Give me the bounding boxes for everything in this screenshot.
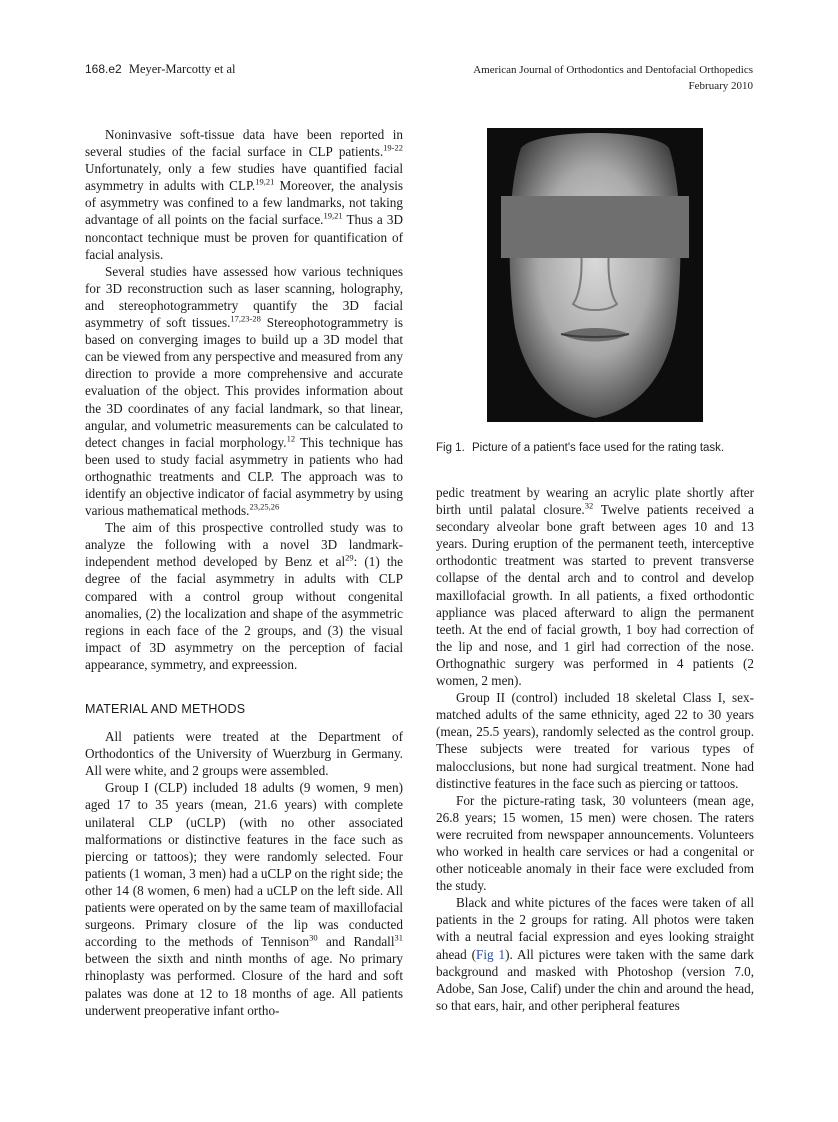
- paragraph: Noninvasive soft-tissue data have been reported in several studies of the facial surface in CLP patients.$^{19-22}$ Unfortunately, only a few studies have quantified facial asymmetry in adults with CLP.$^{19,21}$ Moreover, the analysis of asymmetry was confined to a few landmarks, not taking advantage of all points on the facial surface.$^{19,21}$ Thus a 3D noncontact technique must be proven for quantification of facial analysis.: [85, 127, 404, 262]
- paragraph: Group II (control) included 18 skeletal Class I, sex-matched adults of the same ethnicity, aged 22 to 30 years (mean, 25.5 years), randomly selected as the control group. These subjects were treated for various types of malocclusions, but none had surgical treatment. None had distinctive features in the face such as piercing or tattoos.: [436, 690, 754, 791]
- left-column: [85, 126, 403, 1019]
- page-number: 168.e2: [85, 62, 122, 76]
- eye-mask-bar: [501, 196, 689, 258]
- figure-face-photo: [487, 128, 703, 422]
- running-authors: Meyer-Marcotty et al: [128, 62, 236, 76]
- face-photo-image: [487, 128, 703, 422]
- running-header-left: [85, 62, 235, 77]
- figure-label: Fig 1.: [436, 442, 465, 454]
- section-heading: MATERIAL AND METHODS: [85, 702, 246, 716]
- right-column: [436, 484, 754, 1014]
- paragraph: pedic treatment by wearing an acrylic plate shortly after birth until palatal closure.$^{32}$ Twelve patients received a secondary alveolar bone graft between ages 10 and 13 years. During eruption of the permanent teeth, interceptive orthodontic treatment was started to prevent transverse collapse of the dental arch and to control and develop maxillofacial growth. In all patients, a fixed orthodontic appliance was placed afterward to align the permanent teeth. At the end of facial growth, 1 boy had correction of the lip and nose, and 1 girl had correction of the nose. Orthognathic surgery was performed in 4 patients (2 women, 2 men).: [436, 485, 754, 689]
- figure-caption: [436, 442, 756, 454]
- figure-reference-link[interactable]: Fig 1: [476, 946, 506, 962]
- figure-caption-text: Picture of a patient's face used for the rating task.: [471, 442, 725, 454]
- paragraph: The aim of this prospective controlled study was to analyze the following with a novel 3D landmark-independent method developed by Benz et $al^{29}$: (1) the degree of the facial asymmetry in adults with CLP compared with a control group without congenital anomalies, (2) the localization and shape of the asymmetric regions in each face of the 2 groups, and (3) the visual impact of 3D asymmetry on the perception of facial appearance, symmetry, and expreession.: [85, 520, 403, 672]
- paragraph: Several studies have assessed how various techniques for 3D reconstruction such as laser scanning, holography, and stereophotogrammetry quantify the 3D facial asymmetry of soft tissues.$^{17,23-28}$ Stereophotogrammetry is based on converging images to build up a 3D model that can be viewed from any perspective and measured from any direction to provide a more comprehensive and accurate evaluation of the object. This provides information about the 3D coordinates of any facial landmark, so that linear, angular, and volumetric measurements can be calculated to detect changes in facial morphology.$^{12}$ This technique has been used to study facial asymmetry in patients who had orthognathic treatments and CLP. The approach was to identify an objective indicator of facial asymmetry by using various mathematical methods.$^{23,25,26}$: [85, 263, 403, 519]
- paragraph: All patients were treated at the Department of Orthodontics of the University of Wuerzburg in Germany. All were white, and 2 groups were assembled.: [85, 729, 403, 779]
- paragraph: For the picture-rating task, 30 volunteers (mean age, 26.8 years; 15 women, 15 men) were chosen. The raters were recruited from newspaper announcements. Volunteers who worked in health care services or had a congenital or other noticeable anomaly in their face were excluded from the study.: [436, 792, 754, 894]
- journal-title: American Journal of Orthodontics and Dentofacial Orthopedics: [473, 64, 753, 76]
- paragraph: Group I (CLP) included 18 adults (9 women, 9 men) aged 17 to 35 years (mean, 21.6 years) with complete unilateral CLP (uCLP) (with no other associated malformations or distinctive features in the face such as piercing or tattoos); they were randomly selected. Four patients (1 woman, 3 men) had a uCLP on the right side; the other 14 (8 women, 6 men) had a uCLP on the left side. All patients were operated on by the same team of maxillofacial surgeons. Primary closure of the lip was conducted according to the methods of Tennison$^{30}$ and Randall$^{31}$ between the sixth and ninth months of age. No primary rhinoplasty was performed. Closure of the hard and soft palates was done at 12 to 18 months of age. All patients underwent preoperative infant ortho-: [85, 780, 404, 1018]
- running-header-right: [473, 62, 753, 94]
- journal-issue: February 2010: [688, 80, 753, 92]
- paragraph: Black and white pictures of the faces were taken of all patients in the 2 groups for rating. All photos were taken with a neutral facial expression and eyes looking straight ahead (Fig 1). All pictures were taken with the same dark background and masked with Photoshop (version 7.0, Adobe, San Jose, Calif) under the chin and around the head, so that ears, hair, and other peripheral features: [436, 895, 755, 1013]
